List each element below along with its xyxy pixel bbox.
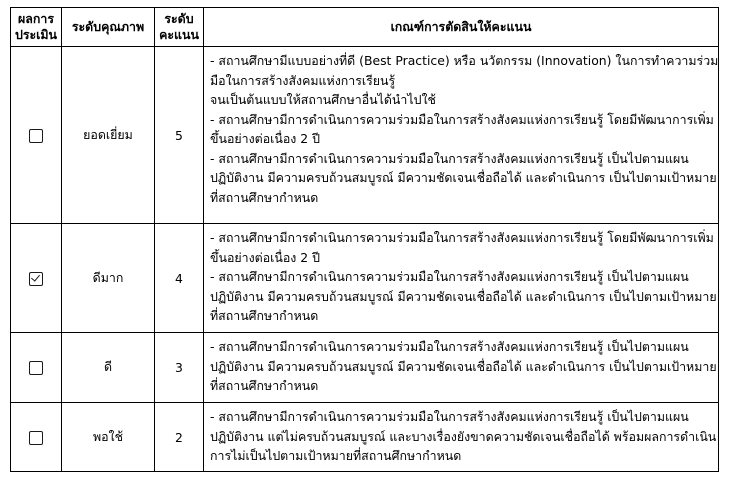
- header-criteria: เกณฑ์การตัดสินให้คะแนน: [204, 8, 719, 47]
- header-result-line-1: ผลการ: [18, 11, 54, 26]
- score-value: 3: [155, 333, 204, 403]
- criteria-line: - สถานศึกษามีการดำเนินการความร่วมมือในการสร้างสังคมแห่งการเรียนรู้ เป็นไปตามแผน: [210, 339, 689, 354]
- criteria-cell: [204, 47, 719, 224]
- result-cell: [11, 224, 62, 333]
- criteria-line: จนเป็นต้นแบบให้สถานศึกษาอื่นได้นำไปใช้: [210, 92, 436, 107]
- score-value: 2: [155, 403, 204, 472]
- table-row: [11, 224, 719, 333]
- criteria-line: มือในการสร้างสังคมแห่งการเรียนรู้: [210, 72, 396, 88]
- criteria-cell: [204, 224, 719, 333]
- criteria-line: ที่สถานศึกษากำหนด: [210, 189, 319, 205]
- criteria-line: ปฏิบัติงาน แต่ไม่ครบถ้วนสมบูรณ์ และบางเรื่องยังขาดความชัดเจนเชื่อถือได้ พร้อมผลการดำเนิน: [210, 428, 717, 444]
- criteria-line: ปฏิบัติงาน มีความครบถ้วนสมบูรณ์ มีความชัดเจนเชื่อถือได้ และดำเนินการ เป็นไปตามเป้าหมาย: [210, 170, 717, 185]
- header-score-line-2: คะแนน: [159, 27, 199, 42]
- header-score-line-1: ระดับ: [164, 11, 194, 26]
- criteria-line: ที่สถานศึกษากำหนด: [210, 308, 319, 323]
- rubric-body: [11, 47, 719, 472]
- checkbox[interactable]: [29, 361, 43, 375]
- criteria-line: ขึ้นอย่างต่อเนื่อง 2 ปี: [210, 249, 320, 265]
- header-result: [11, 8, 62, 47]
- table-row: [11, 333, 719, 403]
- header-score: [155, 8, 204, 47]
- table-row: [11, 403, 719, 472]
- header-result-line-2: ประเมิน: [14, 27, 58, 42]
- criteria-line: - สถานศึกษามีการดำเนินการความร่วมมือในการสร้างสังคมแห่งการเรียนรู้ เป็นไปตามแผน: [210, 269, 689, 284]
- quality-level: พอใช้: [62, 403, 155, 472]
- criteria-line: ขึ้นอย่างต่อเนื่อง 2 ปี: [210, 131, 320, 146]
- quality-level: ดี: [62, 333, 155, 403]
- criteria-line: การไม่เป็นไปตามเป้าหมายที่สถานศึกษากำหนด: [210, 448, 462, 463]
- criteria-cell: [204, 403, 719, 472]
- header-row: [11, 8, 719, 47]
- table-row: [11, 47, 719, 224]
- criteria-line: ปฏิบัติงาน มีความครบถ้วนสมบูรณ์ มีความชัดเจนเชื่อถือได้ และดำเนินการ เป็นไปตามเป้าหมาย: [210, 358, 717, 374]
- check-mark-icon: [31, 272, 40, 281]
- criteria-cell: [204, 333, 719, 403]
- checkbox[interactable]: [29, 431, 43, 445]
- checkbox[interactable]: [29, 129, 43, 143]
- result-cell: [11, 333, 62, 403]
- checked-checkbox[interactable]: [29, 272, 43, 286]
- criteria-line: ที่สถานศึกษากำหนด: [210, 378, 319, 393]
- score-value: 5: [155, 47, 204, 224]
- criteria-line: - สถานศึกษามีการดำเนินการความร่วมมือในการสร้างสังคมแห่งการเรียนรู้ เป็นไปตามแผน: [210, 409, 689, 424]
- result-cell: [11, 47, 62, 224]
- criteria-line: - สถานศึกษามีการดำเนินการความร่วมมือในการสร้างสังคมแห่งการเรียนรู้ เป็นไปตามแผน: [210, 150, 689, 166]
- criteria-line: - สถานศึกษามีการดำเนินการความร่วมมือในการสร้างสังคมแห่งการเรียนรู้ โดยมีพัฒนาการเพิ่ม: [210, 230, 714, 245]
- header-level: ระดับคุณภาพ: [62, 8, 155, 47]
- quality-level: ดีมาก: [62, 224, 155, 333]
- result-cell: [11, 403, 62, 472]
- rubric-table: [10, 7, 719, 472]
- score-value: 4: [155, 224, 204, 333]
- criteria-line: - สถานศึกษามีการดำเนินการความร่วมมือในการสร้างสังคมแห่งการเรียนรู้ โดยมีพัฒนาการเพิ่ม: [210, 111, 714, 127]
- criteria-line: - สถานศึกษามีแบบอย่างที่ดี (Best Practice) หรือ นวัตกรรม (Innovation) ในการทำความร่วม: [210, 53, 719, 68]
- criteria-line: ปฏิบัติงาน มีความครบถ้วนสมบูรณ์ มีความชัดเจนเชื่อถือได้ และดำเนินการ เป็นไปตามเป้าหมาย: [210, 288, 717, 304]
- quality-level: ยอดเยี่ยม: [62, 47, 155, 224]
